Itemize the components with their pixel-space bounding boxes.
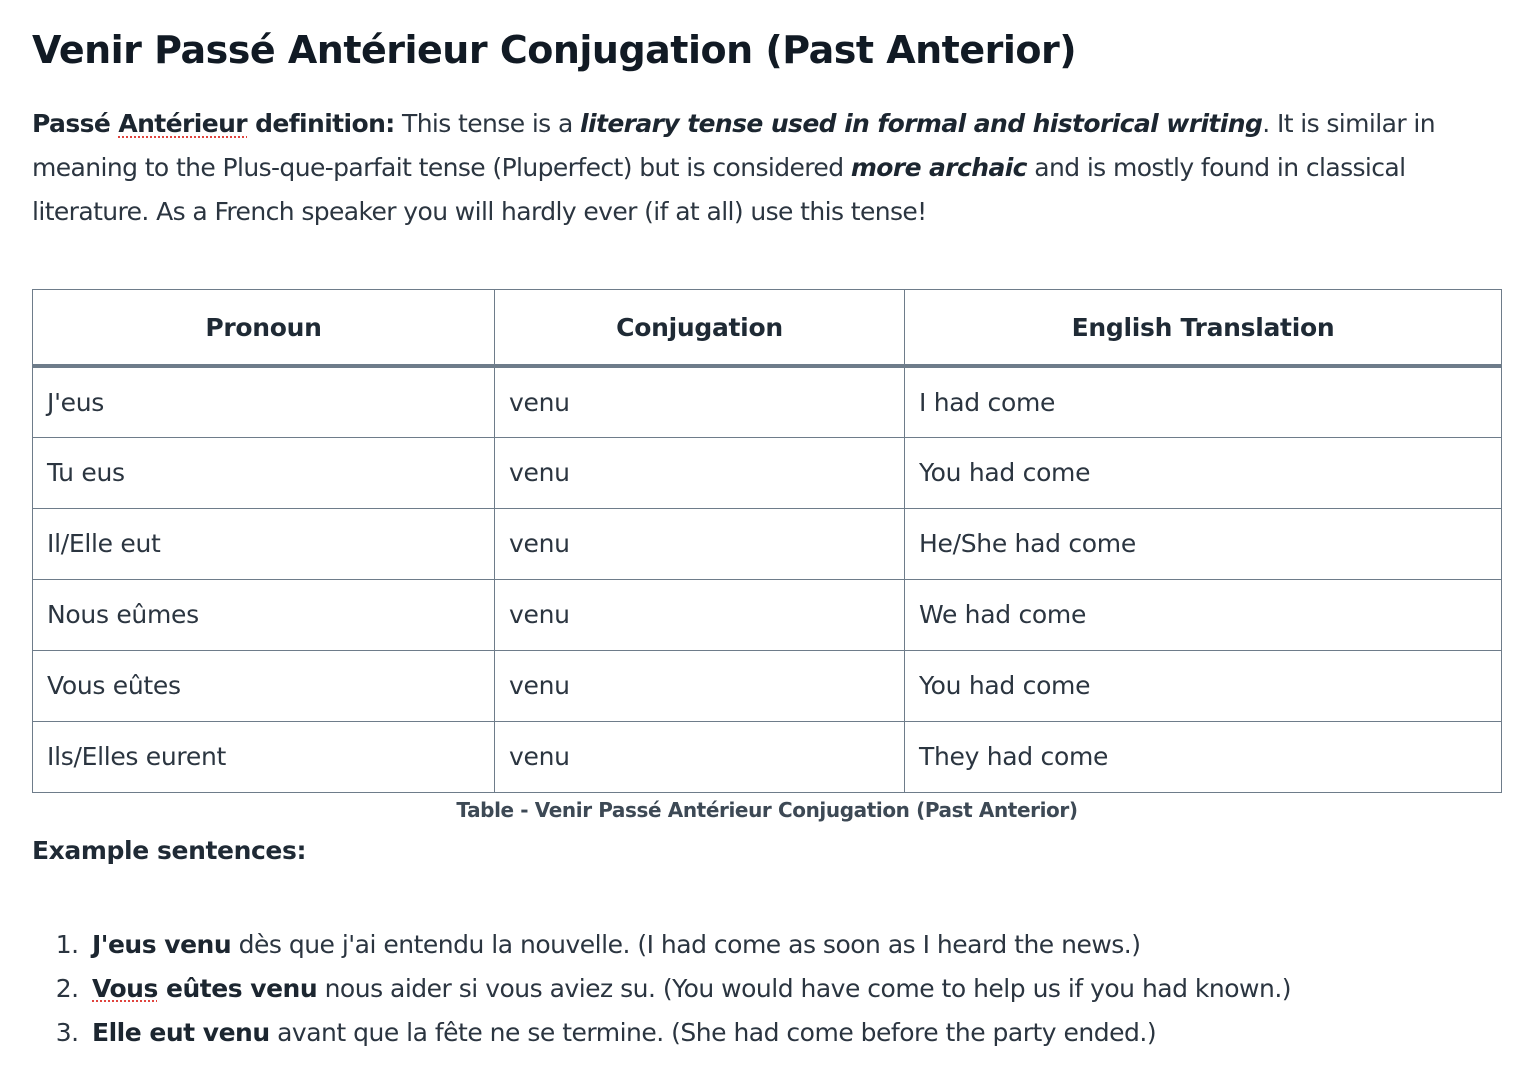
translation-cell: You had come bbox=[905, 650, 1502, 721]
example-verb-part-1: Elle bbox=[92, 1017, 142, 1047]
translation-cell: We had come bbox=[905, 579, 1502, 650]
header-pronoun: Pronoun bbox=[33, 290, 495, 367]
example-text: avant que la fête ne se termine. (She had come before the party ended.) bbox=[269, 1017, 1157, 1047]
definition-label-word-2: Antérieur bbox=[118, 109, 247, 138]
list-item bbox=[86, 923, 1504, 967]
conjugation-table bbox=[32, 289, 1502, 793]
example-list bbox=[32, 923, 1504, 1055]
example-verb-part-1: Vous bbox=[92, 973, 158, 1003]
conjugation-cell: venu bbox=[495, 437, 905, 508]
conjugation-cell: venu bbox=[495, 650, 905, 721]
translation-cell: He/She had come bbox=[905, 508, 1502, 579]
definition-emphasis-2: more archaic bbox=[850, 153, 1027, 182]
conjugation-cell: venu bbox=[495, 366, 905, 437]
example-verb-part-1: J'eus bbox=[92, 929, 157, 959]
page-title: Venir Passé Antérieur Conjugation (Past Anterior) bbox=[32, 28, 1077, 72]
pronoun-cell: Vous eûtes bbox=[33, 650, 495, 721]
table-row bbox=[33, 721, 1502, 792]
conjugation-cell: venu bbox=[495, 508, 905, 579]
definition-text-2: . It is similar in meaning to the Plus-que-parfait tense (Pluperfect) but is considered bbox=[32, 109, 1435, 182]
definition-label bbox=[32, 109, 395, 138]
translation-cell: I had come bbox=[905, 366, 1502, 437]
definition-text-1: This tense is a bbox=[394, 109, 581, 138]
conjugation-cell: venu bbox=[495, 579, 905, 650]
table-row bbox=[33, 366, 1502, 437]
list-item bbox=[86, 967, 1504, 1011]
definition-label-word-1: Passé bbox=[32, 109, 111, 138]
list-item bbox=[86, 1011, 1504, 1055]
table-row bbox=[33, 579, 1502, 650]
table-header-row bbox=[33, 290, 1502, 367]
examples-heading: Example sentences: bbox=[32, 835, 307, 865]
definition-paragraph bbox=[32, 102, 1502, 234]
example-verb-part-2: eut venu bbox=[141, 1017, 270, 1047]
translation-cell: You had come bbox=[905, 437, 1502, 508]
translation-cell: They had come bbox=[905, 721, 1502, 792]
pronoun-cell: Ils/Elles eurent bbox=[33, 721, 495, 792]
conjugation-cell: venu bbox=[495, 721, 905, 792]
table-row bbox=[33, 508, 1502, 579]
pronoun-cell: Il/Elle eut bbox=[33, 508, 495, 579]
table-row bbox=[33, 437, 1502, 508]
table-row bbox=[33, 650, 1502, 721]
example-verb-part-2: eûtes venu bbox=[157, 973, 318, 1003]
pronoun-cell: J'eus bbox=[33, 366, 495, 437]
pronoun-cell: Tu eus bbox=[33, 437, 495, 508]
pronoun-cell: Nous eûmes bbox=[33, 579, 495, 650]
definition-text-3: and is mostly found in classical literature. As a French speaker you will hardly ever (if at all) use this tense! bbox=[32, 153, 1406, 226]
definition-emphasis-1: literary tense used in formal and historical writing bbox=[580, 109, 1263, 138]
table-caption: Table - Venir Passé Antérieur Conjugation (Past Anterior) bbox=[456, 797, 1078, 822]
example-verb-part-2: venu bbox=[156, 929, 232, 959]
example-text: dès que j'ai entendu la nouvelle. (I had come as soon as I heard the news.) bbox=[231, 929, 1141, 959]
definition-label-word-3: definition: bbox=[255, 109, 395, 138]
example-text: nous aider si vous aviez su. (You would have come to help us if you had known.) bbox=[317, 973, 1292, 1003]
header-conjugation: Conjugation bbox=[495, 290, 905, 367]
header-english-translation: English Translation bbox=[905, 290, 1502, 367]
